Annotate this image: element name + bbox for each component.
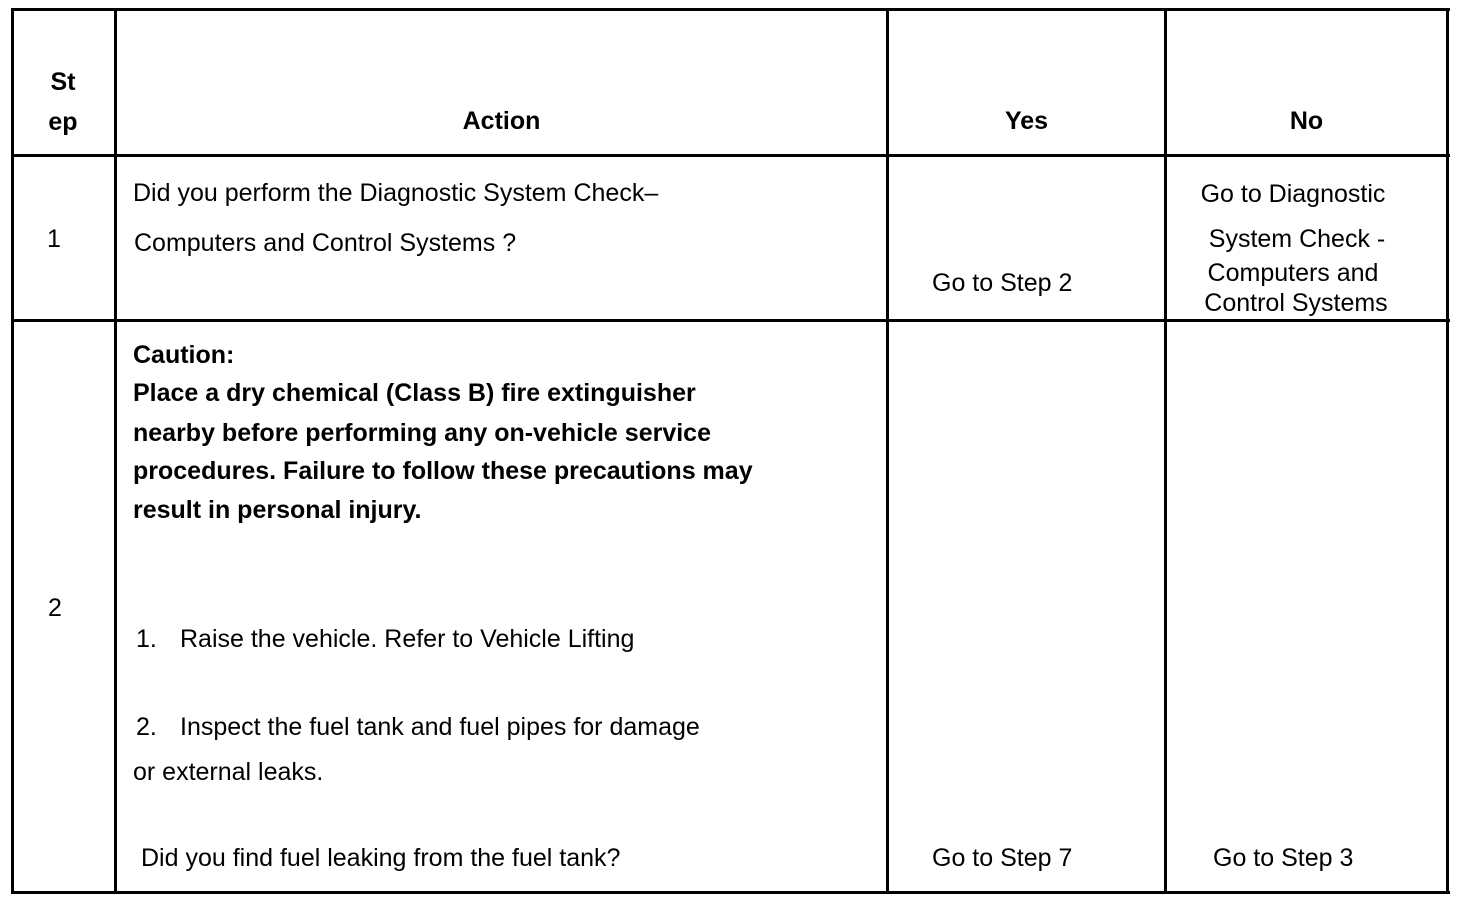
- list-item-text: Inspect the fuel tank and fuel pipes for damage: [180, 713, 700, 741]
- action-text: Did you perform the Diagnostic System Check–: [133, 179, 659, 207]
- header-step-cont: [13, 110, 113, 135]
- table-border-left: [11, 8, 14, 894]
- caution-title: Caution:: [133, 341, 235, 369]
- step-number: 2: [48, 594, 62, 622]
- header-yes: Yes: [1004, 107, 1049, 135]
- yes-result: Go to Step 2: [932, 269, 1073, 297]
- no-result: Go to Step 3: [1213, 844, 1354, 872]
- no-result: Go to Diagnostic: [1200, 180, 1386, 208]
- list-item-number: 1.: [136, 625, 157, 653]
- no-result: Control Systems: [1204, 289, 1388, 317]
- column-divider-yes: [1164, 8, 1167, 894]
- list-item-text: Raise the vehicle. Refer to Vehicle Lifting: [180, 625, 635, 653]
- header-divider: [11, 154, 1450, 157]
- table-border-bottom: [11, 891, 1450, 894]
- table-border-right: [1446, 8, 1449, 894]
- no-result: System Check -: [1208, 225, 1386, 253]
- table-border-top: [11, 8, 1450, 11]
- row-divider: [11, 319, 1450, 322]
- header-step-line2: ep: [48, 108, 78, 136]
- header-step: [13, 70, 113, 95]
- caution-text: Place a dry chemical (Class B) fire extinguisher: [133, 379, 696, 407]
- header-no: No: [1289, 107, 1324, 135]
- list-item-number: 2.: [136, 713, 157, 741]
- caution-text: nearby before performing any on-vehicle service: [133, 419, 711, 447]
- header-action: Action: [462, 107, 541, 135]
- question-text: Did you find fuel leaking from the fuel tank?: [141, 844, 621, 872]
- action-text: Computers and Control Systems ?: [134, 229, 517, 257]
- no-result: Computers and: [1207, 259, 1379, 287]
- step-number: 1: [47, 225, 61, 253]
- column-divider-step: [114, 8, 117, 894]
- caution-text: result in personal injury.: [133, 496, 422, 524]
- header-step-line1: St: [50, 68, 76, 96]
- yes-result: Go to Step 7: [932, 844, 1073, 872]
- list-item-text: or external leaks.: [133, 758, 324, 786]
- caution-text: procedures. Failure to follow these precautions may: [133, 457, 753, 485]
- column-divider-action: [886, 8, 889, 894]
